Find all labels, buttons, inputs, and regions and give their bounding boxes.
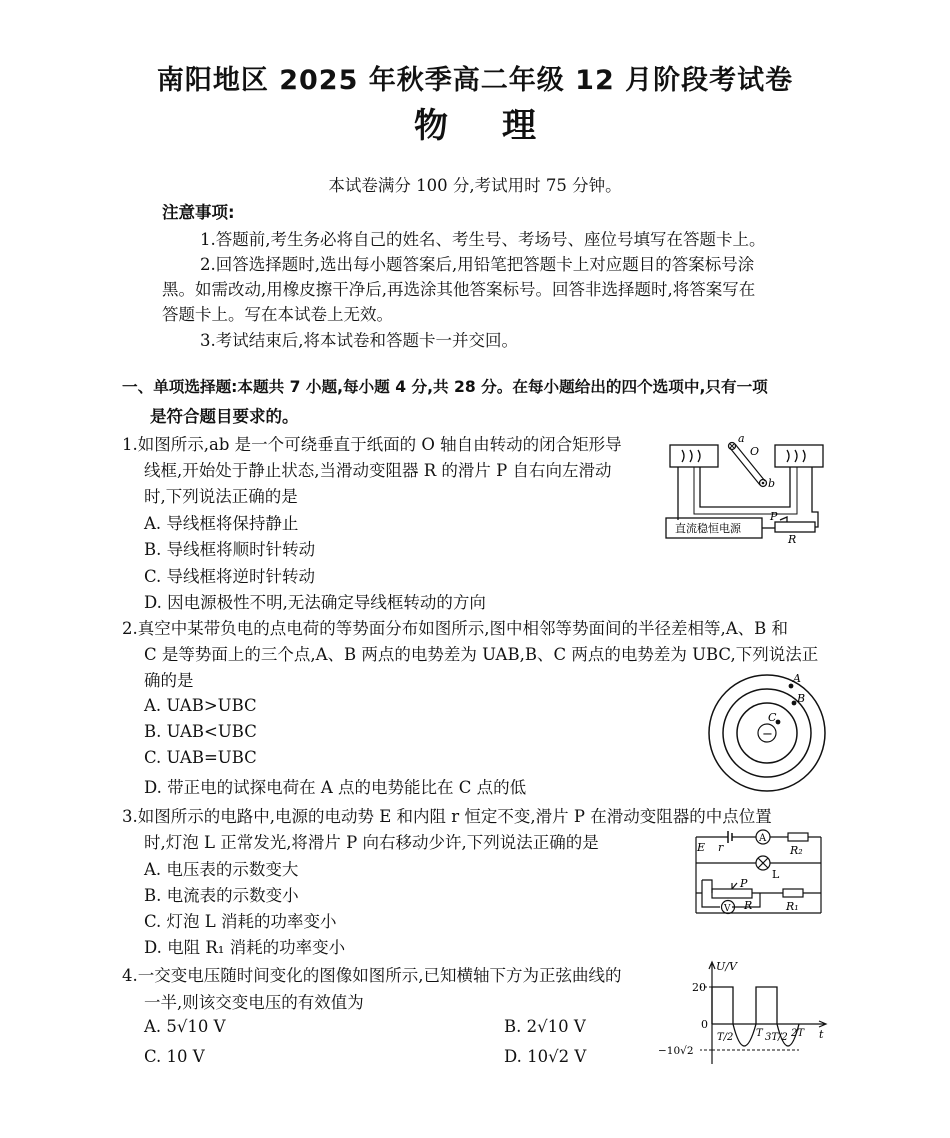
q4-option-a: A. 5√10 V <box>144 1017 226 1036</box>
q3-stem-line-1: 3.如图所示的电路中,电源的电动势 E 和内阻 r 恒定不变,滑片 P 在滑动变阻器的中点位置 <box>122 807 772 826</box>
q1-stem-line-3: 时,下列说法正确的是 <box>144 487 298 506</box>
q4-option-d: D. 10√2 V <box>504 1047 587 1066</box>
notice-item-3: 3.考试结束后,将本试卷和答题卡一并交回。 <box>200 331 518 350</box>
q3-fig-label-r1: R₁ <box>786 900 799 913</box>
q4-stem-line-2: 一半,则该交变电压的有效值为 <box>144 993 364 1012</box>
q3-option-a: A. 电压表的示数变大 <box>144 860 299 879</box>
q2-stem-line-2: C 是等势面上的三个点,A、B 两点的电势差为 UAB,B、C 两点的电势差为 UBC,下列说法正 <box>144 645 819 664</box>
q4-fig-origin: 0 <box>701 1018 708 1031</box>
q3-fig-label-rheostat: R <box>744 899 753 912</box>
q1-stem-line-2: 线框,开始处于静止状态,当滑动变阻器 R 的滑片 P 自右向左滑动 <box>144 461 612 480</box>
q4-fig-xtick-half: T/2 <box>717 1032 734 1043</box>
q2-stem-line-3: 确的是 <box>144 671 194 690</box>
q1-option-d: D. 因电源极性不明,无法确定导线框转动的方向 <box>144 593 486 612</box>
q3-fig-label-p: P <box>740 877 748 890</box>
q4-figure <box>656 958 834 1068</box>
q1-option-b: B. 导线框将顺时针转动 <box>144 540 316 559</box>
q2-figure <box>705 668 830 793</box>
q3-fig-voltmeter-label: V <box>724 904 731 914</box>
q2-option-a: A. UAB>UBC <box>144 696 257 715</box>
q4-fig-xtick-3half: 3T/2 <box>765 1032 788 1043</box>
subject-title: 物理 <box>414 106 590 146</box>
q4-fig-xtick-t: T <box>756 1028 763 1039</box>
notice-item-2-line-3: 答题卡上。写在本试卷上无效。 <box>162 305 393 324</box>
q4-option-c: C. 10 V <box>144 1047 205 1066</box>
q1-fig-label-p: P <box>770 510 778 523</box>
q4-fig-xtick-2t: 2T <box>791 1028 805 1039</box>
q4-fig-xlabel: t <box>819 1028 824 1041</box>
notice-item-1: 1.答题前,考生务必将自己的姓名、考生号、考场号、座位号填写在答题卡上。 <box>200 230 766 249</box>
q2-fig-label-a: A <box>793 672 801 685</box>
q1-option-a: A. 导线框将保持静止 <box>144 514 299 533</box>
q4-fig-ytick-bottom: −10√2 <box>658 1045 694 1057</box>
q1-fig-label-r: R <box>788 533 797 545</box>
q2-option-c: C. UAB=UBC <box>144 748 257 767</box>
q1-figure <box>660 430 835 545</box>
q1-stem-line-1: 1.如图所示,ab 是一个可绕垂直于纸面的 O 轴自由转动的闭合矩形导 <box>122 435 622 454</box>
q3-fig-label-lamp: L <box>772 868 780 881</box>
q3-option-c: C. 灯泡 L 消耗的功率变小 <box>144 912 337 931</box>
section-1-heading-line-2: 是符合题目要求的。 <box>150 407 299 426</box>
q1-fig-label-b: b <box>768 477 776 490</box>
q4-option-b: B. 2√10 V <box>504 1017 586 1036</box>
q2-stem-line-1: 2.真空中某带负电的点电荷的等势面分布如图所示,图中相邻等势面间的半径差相等,A、B 和 <box>122 619 789 638</box>
q4-fig-ytick-top: 20 <box>692 981 706 994</box>
q3-fig-ammeter-label: A <box>759 833 767 844</box>
q2-option-b: B. UAB<UBC <box>144 722 257 741</box>
q3-option-d: D. 电阻 R₁ 消耗的功率变小 <box>144 938 346 957</box>
q3-option-b: B. 电流表的示数变小 <box>144 886 299 905</box>
q1-option-c: C. 导线框将逆时针转动 <box>144 567 316 586</box>
q4-fig-ylabel: U/V <box>716 960 737 973</box>
q3-stem-line-2: 时,灯泡 L 正常发光,将滑片 P 向右移动少许,下列说法正确的是 <box>144 833 599 852</box>
q4-stem-line-1: 4.一交变电压随时间变化的图像如图所示,已知横轴下方为正弦曲线的 <box>122 966 622 985</box>
q1-fig-source-label: 直流稳恒电源 <box>675 522 741 535</box>
q3-fig-label-r2: R₂ <box>790 844 803 857</box>
q1-fig-label-a: a <box>738 432 745 445</box>
q3-fig-label-r-internal: r <box>718 841 724 854</box>
page-title: 南阳地区 2025 年秋季高二年级 12 月阶段考试卷 <box>156 65 794 96</box>
q3-fig-label-e: E <box>697 841 706 854</box>
q2-option-d: D. 带正电的试探电荷在 A 点的电势能比在 C 点的低 <box>144 778 527 797</box>
q2-fig-label-b: B <box>797 692 806 705</box>
notice-item-2-line-2: 黑。如需改动,用橡皮擦干净后,再选涂其他答案标号。回答非选择题时,将答案写在 <box>162 280 756 299</box>
notice-item-2-line-1: 2.回答选择题时,选出每小题答案后,用铅笔把答题卡上对应题目的答案标号涂 <box>200 255 755 274</box>
q2-fig-charge-sign: − <box>762 727 773 742</box>
exam-info: 本试卷满分 100 分,考试用时 75 分钟。 <box>328 176 622 195</box>
q2-fig-label-c: C <box>768 711 777 724</box>
q1-fig-label-o: O <box>750 445 760 458</box>
q3-figure <box>688 825 828 933</box>
section-1-heading-line-1: 一、单项选择题:本题共 7 小题,每小题 4 分,共 28 分。在每小题给出的四个选项中,只有一项 <box>122 378 768 396</box>
notice-heading: 注意事项: <box>162 203 235 222</box>
